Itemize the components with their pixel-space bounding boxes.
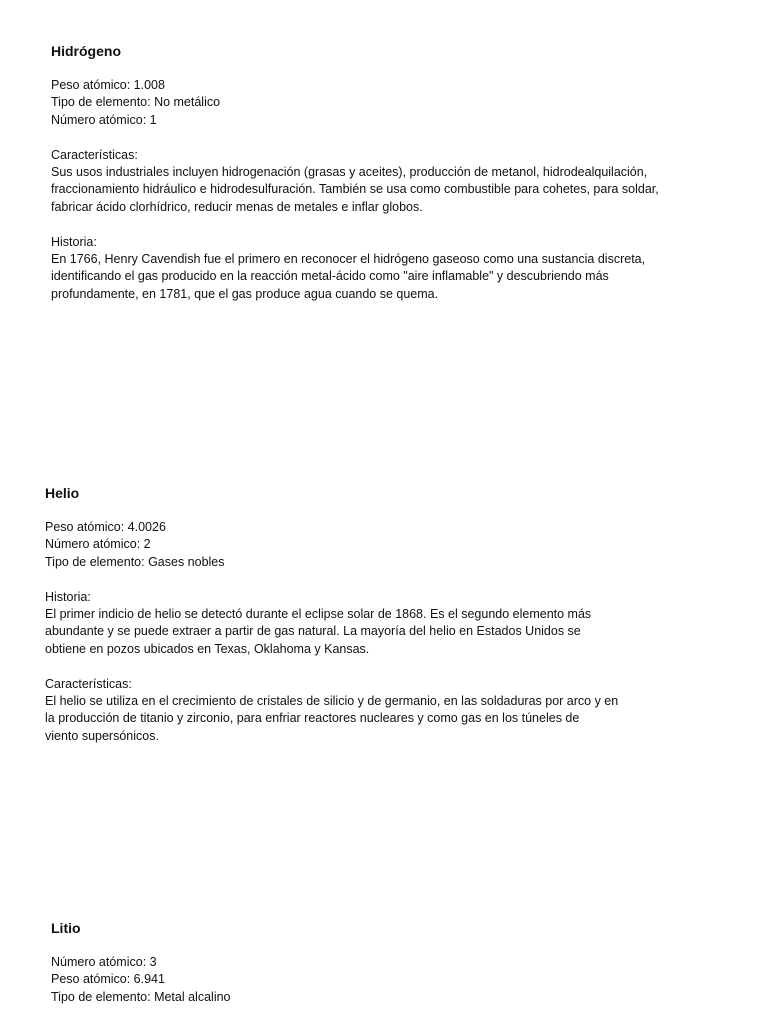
section-caracteristicas: [45, 676, 725, 746]
fact-line: Tipo de elemento: Metal alcalino: [51, 989, 231, 1004]
section-historia: [45, 589, 725, 659]
element-block-helio: [45, 484, 725, 745]
paragraph-line: viento supersónicos.: [45, 728, 159, 743]
paragraph-line: Sus usos industriales incluyen hidrogenación (grasas y aceites), producción de metanol, hidrodealquilación,: [51, 165, 648, 180]
section-heading: Historia:: [51, 234, 97, 249]
element-block-hidrogeno: [51, 42, 731, 303]
paragraph-line: profundamente, en 1781, que el gas produce agua cuando se quema.: [51, 286, 439, 301]
paragraph-line: identificando el gas producido en la reacción metal-ácido como "aire inflamable" y descubriendo más: [51, 269, 609, 284]
paragraph-line: fraccionamiento hidráulico e hidrodesulfuración. También se usa como combustible para cohetes, para soldar,: [51, 182, 659, 197]
section-historia: [51, 234, 731, 304]
fact-line: Peso atómico: 6.941: [51, 972, 165, 987]
fact-line: Peso atómico: 1.008: [51, 78, 165, 92]
paragraph-line: En 1766, Henry Cavendish fue el primero en reconocer el hidrógeno gaseoso como una sustancia discreta,: [51, 252, 646, 267]
paragraph-line: obtiene en pozos ubicados en Texas, Oklahoma y Kansas.: [45, 641, 370, 656]
fact-line: Número atómico: 2: [45, 537, 151, 552]
fact-line: Número atómico: 3: [51, 955, 157, 969]
facts-list: [45, 519, 725, 571]
element-block-litio: [51, 919, 731, 1006]
element-title: Helio: [45, 485, 80, 501]
section-heading: Características:: [45, 676, 132, 691]
paragraph-line: abundante y se puede extraer a partir de gas natural. La mayoría del helio en Estados Unidos se: [45, 624, 581, 639]
paragraph-line: la producción de titanio y zirconio, para enfriar reactores nucleares y como gas en los túneles de: [45, 711, 580, 726]
element-title: Hidrógeno: [51, 43, 121, 59]
fact-line: Tipo de elemento: No metálico: [51, 95, 221, 110]
fact-line: Número atómico: 1: [51, 112, 157, 127]
facts-list: [51, 954, 731, 1006]
section-caracteristicas: [51, 147, 731, 217]
paragraph-line: El helio se utiliza en el crecimiento de cristales de silicio y de germanio, en las soldaduras por arco y en: [45, 694, 619, 709]
section-heading: Características:: [51, 147, 138, 162]
facts-list: [51, 77, 731, 129]
paragraph-line: fabricar ácido clorhídrico, reducir menas de metales e inflar globos.: [51, 199, 423, 214]
section-heading: Historia:: [45, 589, 91, 604]
fact-line: Tipo de elemento: Gases nobles: [45, 554, 225, 569]
element-title: Litio: [51, 920, 81, 936]
fact-line: Peso atómico: 4.0026: [45, 520, 166, 534]
paragraph-line: El primer indicio de helio se detectó durante el eclipse solar de 1868. Es el segundo elemento más: [45, 607, 592, 622]
